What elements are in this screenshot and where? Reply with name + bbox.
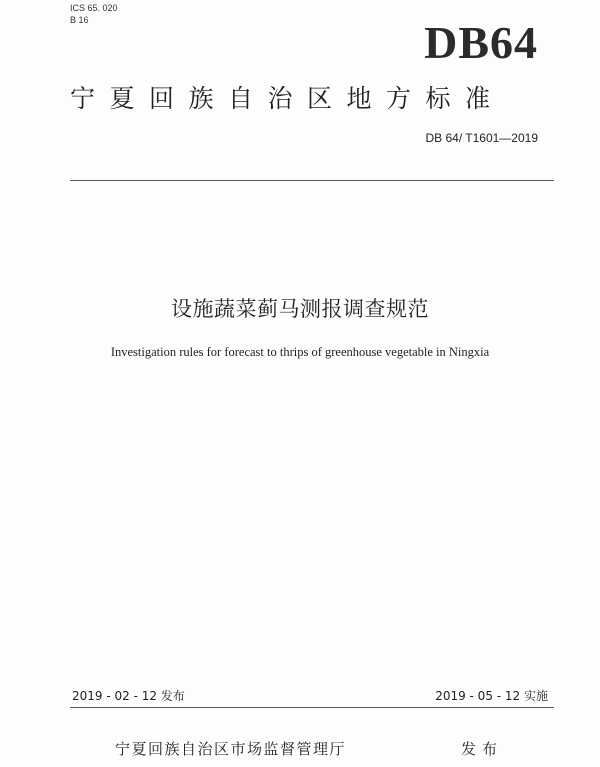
standard-category-name: 宁夏回族自治区地方标准 — [70, 84, 505, 113]
issue-label: 发布 — [461, 740, 504, 758]
ics-code: ICS 65. 020 — [70, 3, 118, 13]
ccs-code: B 16 — [70, 15, 89, 25]
document-title-chinese: 设施蔬菜蓟马测报调查规范 — [171, 297, 429, 321]
issue-date: 2019 - 02 - 12 发布 — [72, 689, 185, 703]
issuing-authority: 宁夏回族自治区市场监督管理厅 — [115, 740, 347, 758]
standard-number: DB 64/ T1601—2019 — [425, 131, 538, 145]
classification-codes — [70, 2, 118, 26]
top-divider — [70, 180, 554, 181]
bottom-divider — [70, 707, 554, 708]
implementation-date: 2019 - 05 - 12 实施 — [435, 689, 548, 703]
document-title-english: Investigation rules for forecast to thrips of greenhouse vegetable in Ningxia — [110, 345, 490, 359]
standard-logo: DB64 — [424, 17, 538, 68]
